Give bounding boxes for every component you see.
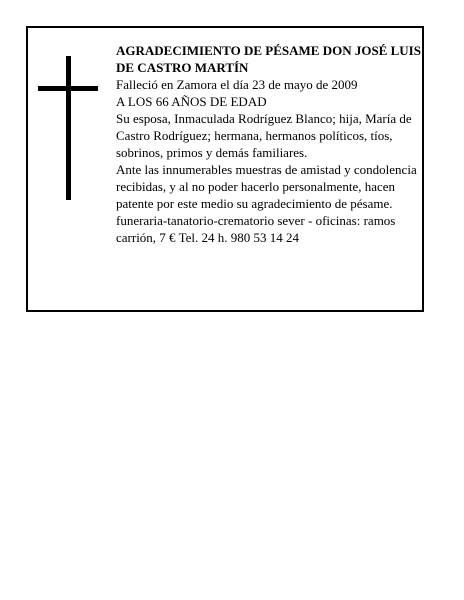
funeral-home-info: funeraria-tanatorio-crematorio sever - oficinas: ramos carrión, 7 € Tel. 24 h. 980 53 14 24 bbox=[116, 213, 396, 245]
notice-text bbox=[116, 42, 422, 246]
obituary-notice bbox=[26, 26, 424, 312]
thanks-message: Ante las innumerables muestras de amistad y condolencia recibidas, y al no poder hacerlo personalmente, hacen patente por este medio su agradecimiento de pésame. bbox=[116, 162, 417, 211]
cross-vertical-bar bbox=[66, 56, 71, 200]
death-info: Falleció en Zamora el día 23 de mayo de 2009 bbox=[116, 77, 358, 92]
cross-icon bbox=[38, 56, 98, 200]
family-list: Su esposa, Inmaculada Rodríguez Blanco; hija, María de Castro Rodríguez; hermana, hermanos políticos, tíos, sobrinos, primos y demás familiares. bbox=[116, 111, 412, 160]
age-line: A LOS 66 AÑOS DE EDAD bbox=[116, 94, 267, 109]
notice-title: AGRADECIMIENTO DE PÉSAME DON JOSÉ LUIS DE CASTRO MARTÍN bbox=[116, 43, 421, 75]
cross-horizontal-bar bbox=[38, 86, 98, 91]
